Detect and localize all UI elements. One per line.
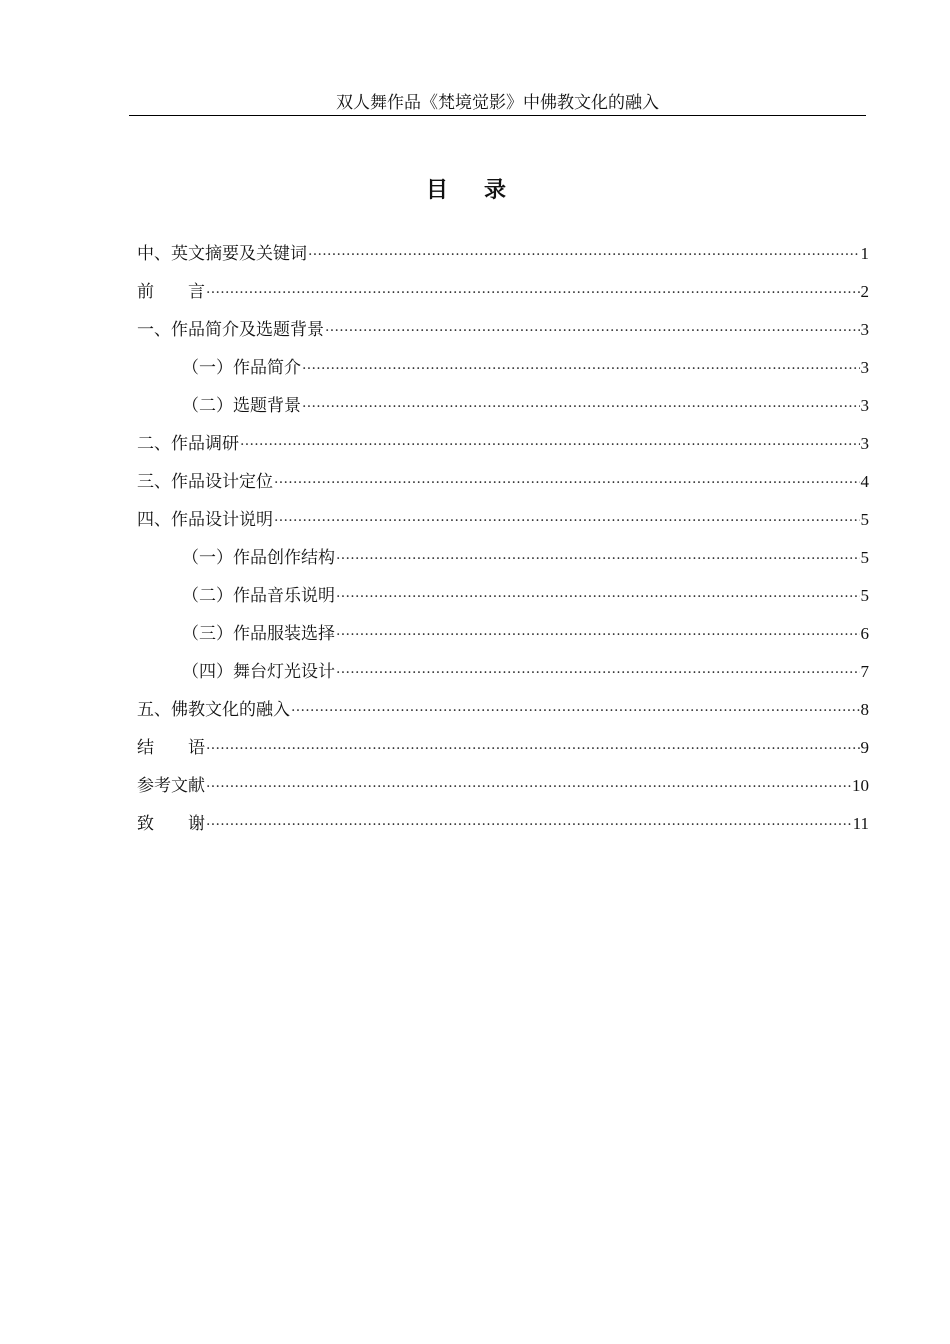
- toc-entry-label: （一）作品简介: [182, 358, 301, 378]
- toc-entry-label: 五、佛教文化的融入: [137, 700, 290, 720]
- toc-entry[interactable]: [137, 699, 869, 737]
- toc-entry-page: 6: [860, 624, 869, 643]
- toc-dot-leader: [336, 548, 860, 570]
- toc-dot-leader: [240, 434, 860, 456]
- toc-entry-page: 3: [860, 434, 869, 453]
- header-rule: [129, 115, 866, 116]
- toc-entry-page: 9: [860, 738, 869, 757]
- toc-dot-leader: [302, 396, 860, 418]
- toc-entry[interactable]: [137, 319, 869, 357]
- toc-dot-leader: [336, 662, 860, 684]
- toc-entry-page: 1: [860, 244, 869, 263]
- toc-entry-label: （三）作品服装选择: [182, 624, 335, 644]
- toc-entry-label: 中、英文摘要及关键词: [137, 244, 307, 264]
- toc-dot-leader: [291, 700, 860, 722]
- toc-entry[interactable]: [137, 281, 869, 319]
- toc-entry[interactable]: [137, 775, 869, 813]
- toc-entry-page: 2: [860, 282, 869, 301]
- toc-entry[interactable]: [137, 243, 869, 281]
- toc-entry-page: 3: [860, 320, 869, 339]
- toc-dot-leader: [325, 320, 860, 342]
- toc-dot-leader: [274, 472, 860, 494]
- toc-entry-page: 5: [860, 586, 869, 605]
- toc-entry-label: 一、作品简介及选题背景: [137, 320, 324, 340]
- toc-entry-page: 5: [860, 510, 869, 529]
- table-of-contents: [137, 243, 869, 851]
- toc-entry-label: 前 言: [137, 282, 205, 302]
- toc-entry-label: （二）选题背景: [182, 396, 301, 416]
- toc-subentry[interactable]: [137, 585, 869, 623]
- toc-entry-label: （四）舞台灯光设计: [182, 662, 335, 682]
- toc-subentry[interactable]: [137, 623, 869, 661]
- toc-entry-label: 三、作品设计定位: [137, 472, 273, 492]
- toc-entry-label: 结 语: [137, 738, 205, 758]
- toc-dot-leader: [206, 776, 851, 798]
- toc-entry-label: 致 谢: [137, 814, 205, 834]
- toc-entry-label: 参考文献: [137, 776, 205, 796]
- toc-subentry[interactable]: [137, 547, 869, 585]
- toc-entry[interactable]: [137, 433, 869, 471]
- toc-entry-page: 11: [852, 814, 869, 833]
- toc-dot-leader: [336, 586, 860, 608]
- toc-entry-page: 7: [860, 662, 869, 681]
- toc-entry-label: 四、作品设计说明: [137, 510, 273, 530]
- toc-entry[interactable]: [137, 813, 869, 851]
- toc-entry-page: 8: [860, 700, 869, 719]
- toc-entry-page: 10: [852, 776, 869, 795]
- toc-dot-leader: [206, 282, 860, 304]
- toc-entry-page: 3: [860, 396, 869, 415]
- toc-entry-page: 5: [860, 548, 869, 567]
- toc-entry-page: 3: [860, 358, 869, 377]
- toc-dot-leader: [308, 244, 860, 266]
- toc-dot-leader: [206, 738, 860, 760]
- toc-subentry[interactable]: [137, 395, 869, 433]
- toc-entry-label: （二）作品音乐说明: [182, 586, 335, 606]
- toc-entry[interactable]: [137, 737, 869, 775]
- toc-subentry[interactable]: [137, 357, 869, 395]
- running-header: 双人舞作品《梵境觉影》中佛教文化的融入: [336, 93, 659, 113]
- toc-entry[interactable]: [137, 509, 869, 547]
- toc-entry[interactable]: [137, 471, 869, 509]
- toc-dot-leader: [302, 358, 860, 380]
- toc-dot-leader: [206, 814, 852, 836]
- toc-dot-leader: [336, 624, 860, 646]
- toc-dot-leader: [274, 510, 860, 532]
- toc-entry-page: 4: [860, 472, 869, 491]
- toc-entry-label: （一）作品创作结构: [182, 548, 335, 568]
- toc-entry-label: 二、作品调研: [137, 434, 239, 454]
- toc-title: 目录: [425, 178, 542, 203]
- toc-subentry[interactable]: [137, 661, 869, 699]
